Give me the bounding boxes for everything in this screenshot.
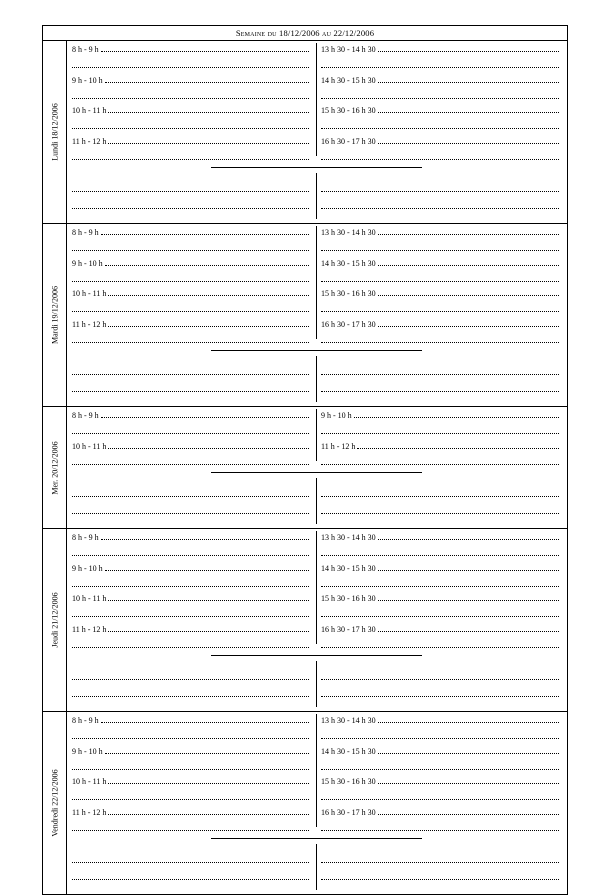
dotted-rule: [321, 861, 559, 863]
dotted-rule: [72, 190, 309, 192]
dotted-rule: [321, 310, 559, 312]
column-divider: [316, 531, 317, 644]
dotted-rule: [321, 829, 559, 831]
dotted-rule: [72, 66, 309, 68]
dotted-rule: [108, 630, 309, 632]
notes-divider: [316, 356, 317, 402]
dotted-rule: [321, 341, 559, 343]
week-title: Semaine du 18/12/2006 au 22/12/2006: [43, 26, 567, 41]
writing-line[interactable]: [72, 135, 309, 146]
time-slot: [321, 316, 559, 347]
dotted-rule: [378, 142, 559, 144]
time-slot-label: 8 h - 9 h: [72, 228, 99, 237]
writing-line[interactable]: [72, 806, 309, 817]
time-slot: [72, 316, 309, 347]
time-slot-label: 10 h - 11 h: [72, 594, 107, 603]
writing-line[interactable]: [321, 730, 559, 741]
time-slot: [72, 224, 309, 255]
day-label-cell: [43, 712, 67, 894]
dotted-rule: [72, 127, 309, 129]
dotted-rule: [378, 264, 559, 266]
writing-line[interactable]: [321, 854, 559, 865]
time-slot-label: 15 h 30 - 16 h 30: [321, 777, 376, 786]
right-column: [321, 712, 559, 834]
time-slot: [321, 712, 559, 743]
writing-line[interactable]: [321, 623, 559, 634]
dotted-rule: [321, 280, 559, 282]
writing-line[interactable]: [72, 318, 309, 329]
day-label-cell: [43, 529, 67, 711]
time-slot: [72, 712, 309, 743]
writing-line[interactable]: [321, 74, 559, 85]
writing-line[interactable]: [321, 366, 559, 377]
writing-line[interactable]: [72, 531, 309, 542]
time-slot: [321, 407, 559, 438]
dotted-rule: [378, 721, 559, 723]
writing-line[interactable]: [321, 104, 559, 115]
writing-line[interactable]: [72, 151, 309, 162]
day-label: Jeudi 21/12/2006: [50, 592, 59, 648]
dotted-rule: [378, 50, 559, 52]
dotted-rule: [72, 341, 309, 343]
right-column: [321, 529, 559, 651]
writing-line[interactable]: [72, 303, 309, 314]
writing-line[interactable]: [72, 366, 309, 377]
dotted-rule: [101, 50, 309, 52]
dotted-rule: [378, 752, 559, 754]
left-column: [72, 41, 309, 163]
writing-line[interactable]: [321, 791, 559, 802]
day-block: [43, 41, 567, 224]
time-slot: [72, 560, 309, 591]
writing-line[interactable]: [72, 688, 309, 699]
day-block: [43, 529, 567, 712]
dotted-rule: [72, 615, 309, 617]
time-slot-label: 9 h - 10 h: [72, 75, 103, 85]
writing-line[interactable]: [72, 822, 309, 833]
time-slot-label: 10 h - 11 h: [72, 289, 107, 298]
time-slot: [72, 590, 309, 621]
writing-line[interactable]: [72, 623, 309, 634]
time-slot: [321, 102, 559, 133]
dotted-rule: [321, 615, 559, 617]
writing-line[interactable]: [321, 505, 559, 516]
dotted-rule: [321, 158, 559, 160]
dotted-rule: [101, 416, 309, 418]
time-slot-label: 8 h - 9 h: [72, 45, 99, 54]
left-column: [72, 529, 309, 651]
writing-line[interactable]: [321, 287, 559, 298]
notes-rule: [211, 838, 422, 839]
writing-line[interactable]: [321, 714, 559, 725]
writing-line[interactable]: [321, 871, 559, 882]
time-slot: [72, 438, 309, 469]
writing-line[interactable]: [321, 745, 559, 756]
dotted-rule: [72, 861, 309, 863]
writing-line[interactable]: [321, 303, 559, 314]
writing-line[interactable]: [72, 547, 309, 558]
dotted-rule: [72, 737, 309, 739]
dotted-rule: [72, 878, 309, 880]
dotted-rule: [105, 81, 309, 83]
writing-line[interactable]: [72, 74, 309, 85]
writing-line[interactable]: [321, 671, 559, 682]
column-divider: [316, 714, 317, 827]
time-slot-label: 13 h 30 - 14 h 30: [321, 228, 376, 237]
writing-line[interactable]: [72, 273, 309, 284]
dotted-rule: [321, 66, 559, 68]
writing-line[interactable]: [321, 488, 559, 499]
dotted-rule: [105, 264, 309, 266]
dotted-rule: [72, 249, 309, 251]
writing-line[interactable]: [72, 409, 309, 420]
dotted-rule: [108, 111, 309, 113]
writing-line[interactable]: [72, 488, 309, 499]
time-slot: [72, 285, 309, 316]
writing-line[interactable]: [72, 730, 309, 741]
writing-line[interactable]: [321, 90, 559, 101]
dotted-rule: [321, 878, 559, 880]
writing-line[interactable]: [321, 578, 559, 589]
time-slot-label: 11 h - 12 h: [321, 441, 356, 451]
time-slot: [321, 743, 559, 774]
writing-line[interactable]: [72, 334, 309, 345]
day-label: Lundi 18/12/2006: [50, 103, 59, 161]
dotted-rule: [378, 813, 559, 815]
time-slot: [72, 621, 309, 652]
writing-line[interactable]: [321, 59, 559, 70]
dotted-rule: [72, 463, 309, 465]
dotted-rule: [321, 695, 559, 697]
writing-line[interactable]: [72, 383, 309, 394]
writing-line[interactable]: [321, 608, 559, 619]
writing-line[interactable]: [72, 671, 309, 682]
time-slot: [321, 529, 559, 560]
dotted-rule: [105, 569, 309, 571]
time-slot: [72, 41, 309, 72]
time-slot-label: 15 h 30 - 16 h 30: [321, 289, 376, 298]
weekly-planner: [42, 25, 568, 895]
writing-line[interactable]: [321, 531, 559, 542]
writing-line[interactable]: [72, 608, 309, 619]
dotted-rule: [378, 538, 559, 540]
dotted-rule: [321, 190, 559, 192]
writing-line[interactable]: [72, 854, 309, 865]
writing-line[interactable]: [72, 59, 309, 70]
writing-line[interactable]: [321, 409, 559, 420]
dotted-rule: [72, 646, 309, 648]
writing-line[interactable]: [321, 822, 559, 833]
day-block: [43, 224, 567, 407]
writing-line[interactable]: [72, 775, 309, 786]
dotted-rule: [378, 630, 559, 632]
dotted-rule: [72, 207, 309, 209]
dotted-rule: [101, 538, 309, 540]
time-slot: [321, 621, 559, 652]
dotted-rule: [321, 737, 559, 739]
writing-line[interactable]: [72, 592, 309, 603]
time-slot-label: 11 h - 12 h: [72, 807, 107, 817]
right-column: [321, 224, 559, 346]
time-slot: [72, 255, 309, 286]
writing-line[interactable]: [72, 226, 309, 237]
time-slot-label: 15 h 30 - 16 h 30: [321, 106, 376, 115]
writing-line[interactable]: [321, 425, 559, 436]
time-slot-label: 10 h - 11 h: [72, 441, 107, 451]
time-slot-label: 16 h 30 - 17 h 30: [321, 807, 376, 817]
writing-line[interactable]: [321, 775, 559, 786]
time-slot-label: 13 h 30 - 14 h 30: [321, 533, 376, 542]
column-divider: [316, 409, 317, 461]
writing-line[interactable]: [321, 383, 559, 394]
time-slot-label: 8 h - 9 h: [72, 533, 99, 542]
time-slot: [72, 804, 309, 835]
day-label-cell: [43, 224, 67, 406]
dotted-rule: [72, 158, 309, 160]
dotted-rule: [108, 294, 309, 296]
writing-line[interactable]: [321, 226, 559, 237]
column-divider: [316, 226, 317, 339]
time-slot-label: 8 h - 9 h: [72, 411, 99, 420]
writing-line[interactable]: [321, 151, 559, 162]
time-slot: [321, 590, 559, 621]
writing-line[interactable]: [72, 562, 309, 573]
dotted-rule: [378, 81, 559, 83]
dotted-rule: [321, 585, 559, 587]
writing-line[interactable]: [321, 562, 559, 573]
day-label-cell: [43, 41, 67, 223]
time-slot-label: 10 h - 11 h: [72, 106, 107, 115]
dotted-rule: [378, 325, 559, 327]
day-label: Vendredi 22/12/2006: [50, 769, 59, 837]
writing-line[interactable]: [72, 578, 309, 589]
time-slot: [72, 133, 309, 164]
time-slot: [72, 72, 309, 103]
time-slot-label: 9 h - 10 h: [72, 258, 103, 268]
dotted-rule: [321, 554, 559, 556]
writing-line[interactable]: [72, 791, 309, 802]
day-label: Mardi 19/12/2006: [50, 286, 59, 344]
writing-line[interactable]: [321, 183, 559, 194]
time-slot-label: 14 h 30 - 15 h 30: [321, 75, 376, 85]
dotted-rule: [354, 416, 559, 418]
writing-line[interactable]: [72, 745, 309, 756]
time-slot: [321, 41, 559, 72]
dotted-rule: [321, 495, 559, 497]
writing-line[interactable]: [72, 257, 309, 268]
dotted-rule: [72, 97, 309, 99]
dotted-rule: [321, 768, 559, 770]
dotted-rule: [321, 432, 559, 434]
dotted-rule: [72, 768, 309, 770]
time-slot: [321, 133, 559, 164]
right-column: [321, 41, 559, 163]
dotted-rule: [72, 512, 309, 514]
dotted-rule: [72, 678, 309, 680]
dotted-rule: [108, 599, 309, 601]
dotted-rule: [378, 294, 559, 296]
time-slot-label: 10 h - 11 h: [72, 777, 107, 786]
writing-line[interactable]: [321, 440, 559, 451]
dotted-rule: [378, 569, 559, 571]
time-slot: [321, 804, 559, 835]
time-slot-label: 16 h 30 - 17 h 30: [321, 319, 376, 329]
writing-line[interactable]: [321, 120, 559, 131]
writing-line[interactable]: [72, 90, 309, 101]
left-column: [72, 712, 309, 834]
writing-line[interactable]: [321, 242, 559, 253]
time-slot: [321, 255, 559, 286]
left-column: [72, 407, 309, 468]
writing-line[interactable]: [321, 688, 559, 699]
writing-line[interactable]: [72, 200, 309, 211]
day-label: Mer. 20/12/2006: [50, 440, 59, 495]
dotted-rule: [321, 512, 559, 514]
writing-line[interactable]: [72, 242, 309, 253]
writing-line[interactable]: [321, 547, 559, 558]
time-slot: [72, 407, 309, 438]
time-slot: [321, 285, 559, 316]
time-slot-label: 13 h 30 - 14 h 30: [321, 45, 376, 54]
time-slot-label: 11 h - 12 h: [72, 624, 107, 634]
dotted-rule: [108, 782, 309, 784]
writing-line[interactable]: [321, 456, 559, 467]
dotted-rule: [321, 207, 559, 209]
dotted-rule: [72, 390, 309, 392]
writing-line[interactable]: [321, 135, 559, 146]
dotted-rule: [108, 325, 309, 327]
time-slot: [321, 224, 559, 255]
dotted-rule: [357, 447, 559, 449]
dotted-rule: [378, 599, 559, 601]
dotted-rule: [101, 233, 309, 235]
writing-line[interactable]: [321, 318, 559, 329]
time-slot-label: 16 h 30 - 17 h 30: [321, 624, 376, 634]
day-block: [43, 407, 567, 529]
time-slot: [321, 438, 559, 469]
time-slot: [321, 560, 559, 591]
dotted-rule: [72, 280, 309, 282]
notes-rule: [211, 655, 422, 656]
dotted-rule: [108, 142, 309, 144]
right-column: [321, 407, 559, 468]
dotted-rule: [72, 373, 309, 375]
time-slot: [321, 773, 559, 804]
notes-divider: [316, 478, 317, 524]
dotted-rule: [108, 447, 309, 449]
time-slot-label: 14 h 30 - 15 h 30: [321, 258, 376, 268]
writing-line[interactable]: [72, 287, 309, 298]
dotted-rule: [321, 127, 559, 129]
writing-line[interactable]: [321, 200, 559, 211]
time-slot-label: 16 h 30 - 17 h 30: [321, 136, 376, 146]
day-block: [43, 712, 567, 894]
time-slot-label: 9 h - 10 h: [72, 746, 103, 756]
time-slot-label: 14 h 30 - 15 h 30: [321, 563, 376, 573]
time-slot-label: 11 h - 12 h: [72, 319, 107, 329]
dotted-rule: [321, 373, 559, 375]
writing-line[interactable]: [72, 871, 309, 882]
left-column: [72, 224, 309, 346]
dotted-rule: [72, 585, 309, 587]
notes-divider: [316, 173, 317, 219]
dotted-rule: [321, 678, 559, 680]
dotted-rule: [72, 695, 309, 697]
dotted-rule: [108, 813, 309, 815]
dotted-rule: [321, 390, 559, 392]
dotted-rule: [72, 432, 309, 434]
dotted-rule: [321, 249, 559, 251]
dotted-rule: [72, 798, 309, 800]
dotted-rule: [101, 721, 309, 723]
writing-line[interactable]: [72, 761, 309, 772]
dotted-rule: [321, 463, 559, 465]
time-slot: [72, 743, 309, 774]
time-slot-label: 13 h 30 - 14 h 30: [321, 716, 376, 725]
writing-line[interactable]: [72, 104, 309, 115]
dotted-rule: [378, 111, 559, 113]
notes-rule: [211, 472, 422, 473]
writing-line[interactable]: [72, 639, 309, 650]
time-slot: [72, 529, 309, 560]
dotted-rule: [105, 752, 309, 754]
time-slot: [72, 773, 309, 804]
dotted-rule: [378, 782, 559, 784]
writing-line[interactable]: [72, 425, 309, 436]
dotted-rule: [72, 310, 309, 312]
writing-line[interactable]: [321, 43, 559, 54]
writing-line[interactable]: [72, 120, 309, 131]
time-slot-label: 9 h - 10 h: [321, 411, 352, 420]
notes-divider: [316, 661, 317, 707]
writing-line[interactable]: [321, 334, 559, 345]
dotted-rule: [72, 554, 309, 556]
writing-line[interactable]: [321, 257, 559, 268]
writing-line[interactable]: [72, 183, 309, 194]
writing-line[interactable]: [72, 714, 309, 725]
writing-line[interactable]: [321, 806, 559, 817]
dotted-rule: [321, 646, 559, 648]
writing-line[interactable]: [72, 456, 309, 467]
writing-line[interactable]: [321, 273, 559, 284]
notes-rule: [211, 350, 422, 351]
time-slot-label: 8 h - 9 h: [72, 716, 99, 725]
time-slot-label: 15 h 30 - 16 h 30: [321, 594, 376, 603]
writing-line[interactable]: [321, 639, 559, 650]
dotted-rule: [378, 233, 559, 235]
writing-line[interactable]: [72, 440, 309, 451]
time-slot: [321, 72, 559, 103]
writing-line[interactable]: [321, 592, 559, 603]
dotted-rule: [72, 829, 309, 831]
notes-rule: [211, 167, 422, 168]
column-divider: [316, 43, 317, 156]
time-slot-label: 11 h - 12 h: [72, 136, 107, 146]
writing-line[interactable]: [321, 761, 559, 772]
day-label-cell: [43, 407, 67, 528]
time-slot: [72, 102, 309, 133]
dotted-rule: [72, 495, 309, 497]
time-slot-label: 9 h - 10 h: [72, 563, 103, 573]
writing-line[interactable]: [72, 43, 309, 54]
dotted-rule: [321, 97, 559, 99]
writing-line[interactable]: [72, 505, 309, 516]
day-list: [43, 41, 567, 894]
time-slot-label: 14 h 30 - 15 h 30: [321, 746, 376, 756]
notes-divider: [316, 844, 317, 890]
dotted-rule: [321, 798, 559, 800]
